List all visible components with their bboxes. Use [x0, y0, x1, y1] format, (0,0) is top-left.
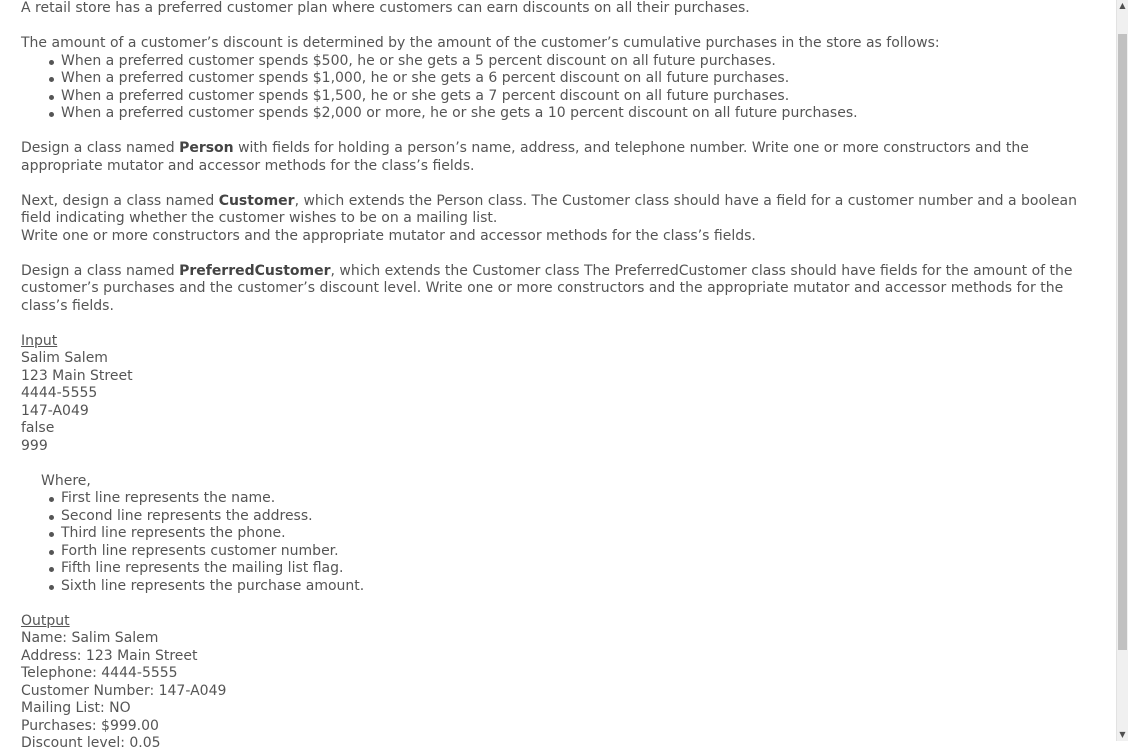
chevron-up-icon[interactable]: ▲	[1119, 1, 1126, 10]
discount-rule: When a preferred customer spends $1,000, he or she gets a 6 percent discount on all future purchases.	[61, 70, 1111, 88]
input-line: 123 Main Street	[21, 367, 133, 384]
customer-class-name: Customer	[218, 192, 295, 209]
discount-rules-list	[21, 53, 1111, 123]
customer-line2: Write one or more constructors and the appropriate mutator and accessor methods for the class’s fields.	[21, 227, 756, 244]
where-label: Where,	[41, 472, 91, 489]
where-item: Fifth line represents the mailing list flag.	[61, 560, 1111, 578]
person-post: with fields for holding a person’s name, address, and telephone number. Write one or more constructors and the appropriate mutator and accessor methods for the class’s fields.	[21, 140, 1029, 174]
where-list	[21, 490, 1111, 595]
customer-post: , which extends the Person class. The Customer class should have a field for a customer number and a boolean field indicating whether the customer wishes to be on a mailing list.	[21, 192, 1077, 226]
discount-intro: The amount of a customer’s discount is determined by the amount of the customer’s cumulative purchases in the store as follows:	[21, 35, 940, 51]
intro-paragraph: A retail store has a preferred customer plan where customers can earn discounts on all their purchases.	[21, 0, 750, 16]
scrollbar-thumb[interactable]	[1118, 34, 1127, 650]
customer-pre: Next, design a class named	[21, 192, 219, 209]
person-class-name: Person	[179, 140, 234, 156]
output-line: Discount level: 0.05	[21, 735, 161, 751]
input-line: Salim Salem	[21, 350, 108, 366]
where-section	[21, 473, 1111, 491]
output-line: Telephone: 4444-5555	[21, 665, 178, 681]
output-line: Mailing List: NO	[21, 700, 131, 716]
output-heading: Output	[21, 612, 70, 629]
discount-rule: When a preferred customer spends $2,000 or more, he or she gets a 10 percent discount on all future purchases.	[61, 105, 1111, 123]
input-line: 999	[21, 437, 48, 454]
where-item: Third line represents the phone.	[61, 525, 1111, 543]
input-section	[21, 333, 1111, 456]
customer-paragraph	[21, 193, 1111, 228]
preferred-paragraph	[21, 263, 1111, 316]
output-line: Address: 123 Main Street	[21, 647, 198, 664]
person-pre: Design a class named	[21, 140, 180, 156]
where-item: First line represents the name.	[61, 490, 1111, 508]
preferred-pre: Design a class named	[21, 262, 180, 279]
problem-statement	[21, 0, 1111, 753]
where-item: Sixth line represents the purchase amount.	[61, 578, 1111, 596]
input-heading: Input	[21, 332, 58, 349]
chevron-down-icon[interactable]: ▼	[1119, 730, 1126, 739]
input-line: false	[21, 420, 55, 436]
discount-rule: When a preferred customer spends $1,500, he or she gets a 7 percent discount on all future purchases.	[61, 88, 1111, 106]
where-item: Forth line represents customer number.	[61, 543, 1111, 561]
output-line: Customer Number: 147-A049	[21, 682, 227, 699]
person-paragraph	[21, 140, 1111, 175]
vertical-scrollbar[interactable]	[1116, 0, 1128, 741]
input-line: 147-A049	[21, 402, 89, 419]
preferred-post: , which extends the Customer class The PreferredCustomer class should have fields for the amount of the customer’s purchases and the customer’s discount level. Write one or more constructors and the appropriate mutator and accessor methods for the class’s fields.	[21, 262, 1073, 314]
where-item: Second line represents the address.	[61, 508, 1111, 526]
output-line: Name: Salim Salem	[21, 630, 159, 646]
discount-rule: When a preferred customer spends $500, he or she gets a 5 percent discount on all future purchases.	[61, 53, 1111, 71]
preferred-class-name: PreferredCustomer	[179, 262, 331, 279]
output-line: Purchases: $999.00	[21, 717, 159, 734]
input-line: 4444-5555	[21, 385, 98, 401]
output-section	[21, 613, 1111, 753]
